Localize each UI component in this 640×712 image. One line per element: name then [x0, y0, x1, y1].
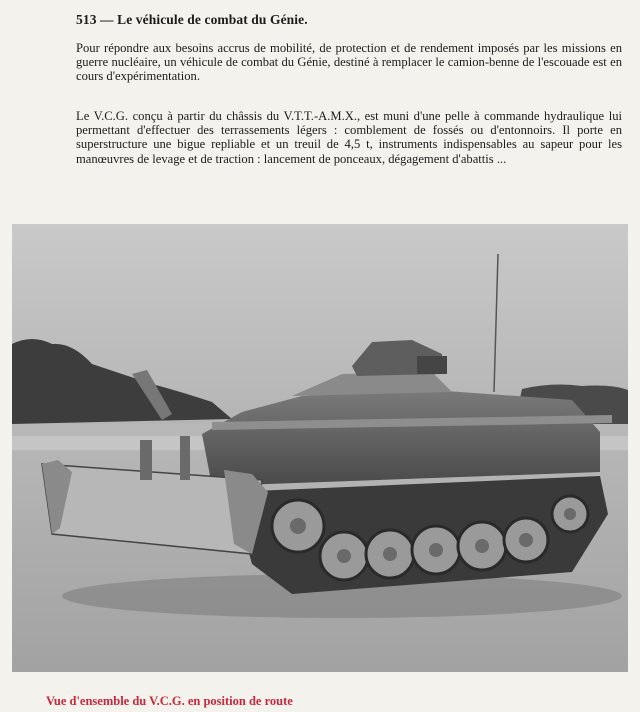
paragraph-description: Le V.C.G. conçu à partir du châssis du V.T.T.-A.M.X., est muni d'une pelle à commande hydraulique lui permettant d'effectuer des terrassements légers : comblement de fossés ou d'entonnoirs. Il porte en superstructure une bigue repliable et un treuil de 4,5 t, instruments indispensables au sapeur pour les manœuvres de levage et de traction : lancement de ponceaux, dégagement d'abattis ... — [76, 109, 622, 166]
section-heading — [76, 12, 308, 28]
paragraph-intro: Pour répondre aux besoins accrus de mobilité, de protection et de rendement imposés par les missions en guerre nucléaire, un véhicule de combat du Génie, destiné à remplacer le camion-benne de l'escouade est en cours d'expérimentation. — [76, 41, 622, 84]
vehicle-photo-illustration — [12, 224, 628, 672]
section-number: 513 — [76, 12, 97, 27]
section-title: — Le véhicule de combat du Génie. — [100, 12, 308, 27]
figure-caption: Vue d'ensemble du V.C.G. en position de route — [46, 694, 293, 708]
vehicle-photo — [12, 224, 628, 672]
